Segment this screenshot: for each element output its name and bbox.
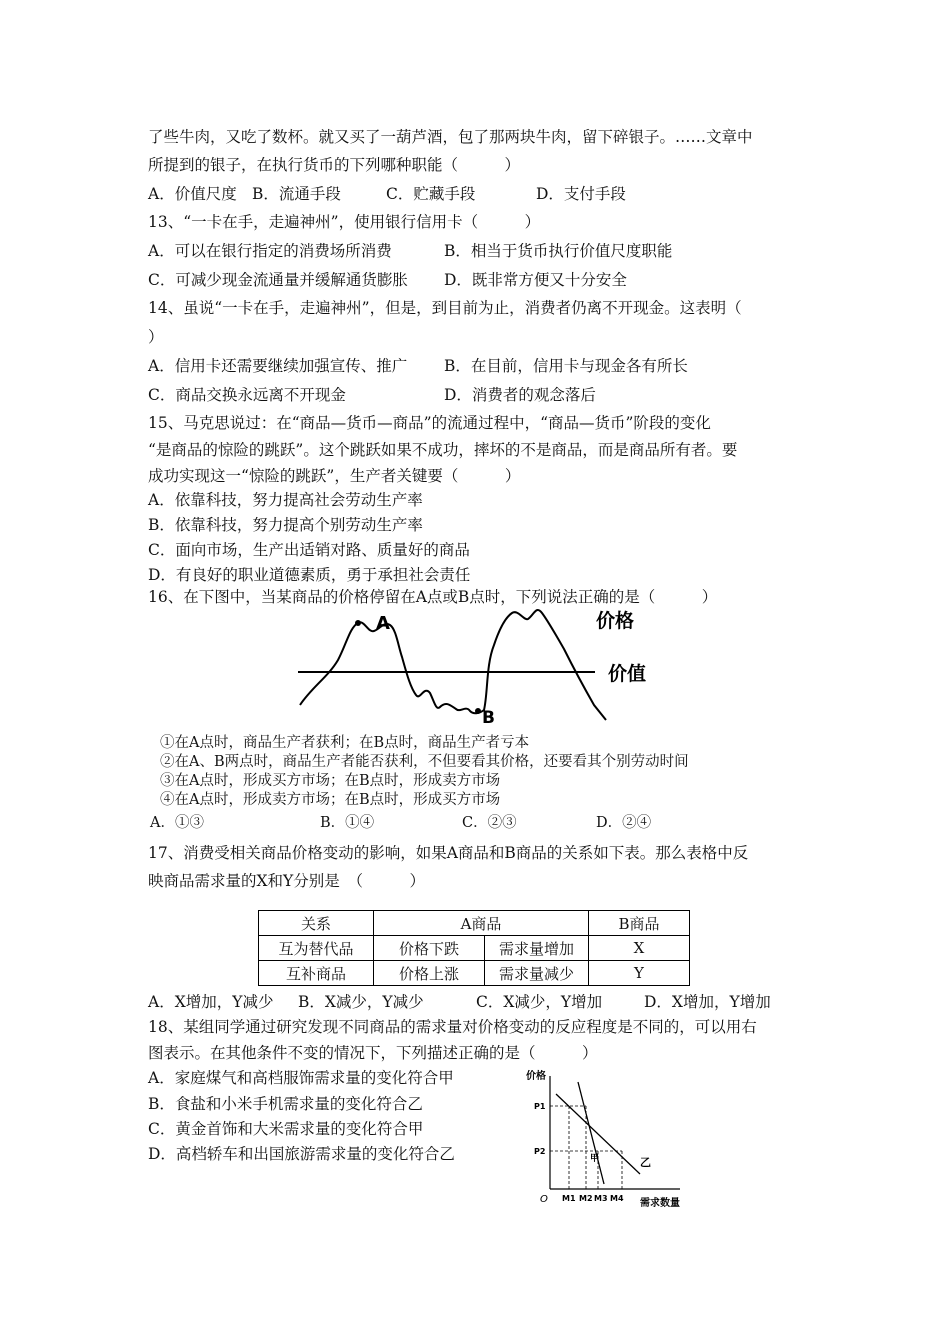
origin-label: O — [540, 1194, 548, 1205]
q17-option-c: C．X减少，Y增加 — [476, 993, 603, 1011]
price-curve — [300, 610, 606, 720]
q18-stem-2: 图表示。在其他条件不变的情况下，下列描述正确的是（ ） — [148, 1044, 598, 1062]
q17-stem-2: 映商品需求量的X和Y分别是 （ ） — [148, 872, 426, 890]
m4-label: M4 — [610, 1194, 624, 1203]
q14-options-cd — [148, 385, 788, 405]
q16-option-a: A．①③ — [150, 815, 204, 831]
q18-option-c: C．黄金首饰和大米需求量的变化符合甲 — [148, 1120, 424, 1138]
q18-option-b: B．食盐和小米手机需求量的变化符合乙 — [148, 1095, 423, 1113]
table-cell: 互补商品 — [259, 961, 374, 986]
q12-option-a: A．价值尺度 — [148, 185, 237, 203]
q14-stem-1: 14、虽说“一卡在手，走遍神州”，但是，到目前为止，消费者仍离不开现金。这表明（ — [148, 299, 742, 317]
table-cell: 价格下跌 — [374, 936, 485, 961]
m2-label: M2 — [579, 1194, 593, 1203]
p1-label: P1 — [534, 1102, 546, 1111]
q14-option-a: A．信用卡还需要继续加强宣传、推广 — [148, 357, 408, 375]
curve-jia — [578, 1082, 604, 1184]
table-row — [259, 961, 690, 986]
q18-option-a: A．家庭煤气和高档服饰需求量的变化符合甲 — [148, 1069, 454, 1087]
q12-option-d: D．支付手段 — [536, 185, 626, 203]
q13-options-ab — [148, 241, 788, 261]
table-cell: 互为替代品 — [259, 936, 374, 961]
table-cell: 需求量增加 — [485, 936, 589, 961]
table-cell: 需求量减少 — [485, 961, 589, 986]
q17-option-a: A．X增加，Y减少 — [148, 993, 274, 1011]
q13-stem: 13、“一卡在手，走遍神州”，使用银行信用卡（ ） — [148, 213, 541, 231]
table-cell: 价格上涨 — [374, 961, 485, 986]
relation-table — [258, 910, 690, 986]
q13-option-a: A．可以在银行指定的消费场所消费 — [148, 242, 392, 260]
price-label: 价格 — [596, 610, 635, 632]
q15-stem-1: 15、马克思说过：在“商品—货币—商品”的流通过程中，“商品—货币”阶段的变化 — [148, 414, 711, 432]
m1-label: M1 — [562, 1194, 576, 1203]
value-label: 价值 — [608, 663, 647, 685]
m3-label: M3 — [594, 1194, 608, 1203]
jia-label: 甲 — [590, 1154, 600, 1164]
table-cell: X — [589, 936, 690, 961]
table-header-row — [259, 911, 690, 936]
q17-option-d: D．X增加，Y增加 — [644, 993, 771, 1011]
q16-statement-2: ②在A、B两点时，商品生产者能否获利，不但要看其价格，还要看其个别劳动时间 — [160, 754, 689, 770]
table-row — [259, 936, 690, 961]
table-cell: Y — [589, 961, 690, 986]
price-value-figure — [290, 605, 670, 730]
q15-stem-2: “是商品的惊险的跳跃”。这个跳跃如果不成功，摔坏的不是商品，而是商品所有者。要 — [148, 441, 738, 459]
q16-statement-4: ④在A点时，形成卖方市场；在B点时，形成买方市场 — [160, 792, 501, 808]
q16-statement-3: ③在A点时，形成买方市场；在B点时，形成卖方市场 — [160, 773, 501, 789]
q12-option-b: B．流通手段 — [252, 185, 341, 203]
yi-label: 乙 — [640, 1156, 651, 1169]
q12-line-2: 所提到的银子，在执行货币的下列哪种职能（ ） — [148, 156, 521, 174]
q14-option-c: C．商品交换永远离不开现金 — [148, 386, 346, 404]
q13-option-c: C．可减少现金流通量并缓解通货膨胀 — [148, 271, 408, 289]
q15-option-a: A．依靠科技，努力提高社会劳动生产率 — [148, 491, 423, 509]
q14-option-d: D．消费者的观念落后 — [444, 386, 596, 404]
q14-options-ab — [148, 356, 788, 376]
q14-option-b: B．在目前，信用卡与现金各有所长 — [444, 357, 688, 375]
p2-label: P2 — [534, 1147, 546, 1156]
table-cell: 关系 — [259, 911, 374, 936]
q13-option-b: B．相当于货币执行价值尺度职能 — [444, 242, 673, 260]
demand-curve-figure — [522, 1064, 692, 1214]
q17-option-b: B．X减少，Y减少 — [298, 993, 424, 1011]
x-axis-label: 需求数量 — [640, 1198, 680, 1209]
point-a-label: A — [376, 613, 390, 634]
q15-option-d: D．有良好的职业道德素质，勇于承担社会责任 — [148, 566, 471, 584]
y-axis-label: 价格 — [526, 1071, 546, 1082]
q13-option-d: D．既非常方便又十分安全 — [444, 271, 627, 289]
q12-line-1: 了些牛肉，又吃了数杯。就又买了一葫芦酒，包了那两块牛肉，留下碎银子。……文章中 — [148, 128, 753, 146]
q12-option-c: C．贮藏手段 — [386, 185, 476, 203]
q18-option-d: D．高档轿车和出国旅游需求量的变化符合乙 — [148, 1145, 455, 1163]
table-cell: A商品 — [374, 911, 589, 936]
point-b-dot — [475, 708, 481, 714]
q16-statement-1: ①在A点时，商品生产者获利；在B点时，商品生产者亏本 — [160, 735, 530, 751]
q13-options-cd — [148, 270, 788, 290]
q12-options — [148, 184, 788, 204]
q15-option-c: C．面向市场，生产出适销对路、质量好的商品 — [148, 541, 470, 559]
table-cell: B商品 — [589, 911, 690, 936]
q16-option-d: D．②④ — [596, 815, 652, 831]
point-b-label: B — [482, 708, 495, 728]
q15-option-b: B．依靠科技，努力提高个别劳动生产率 — [148, 516, 423, 534]
q17-options — [148, 992, 808, 1012]
q18-stem-1: 18、某组同学通过研究发现不同商品的需求量对价格变动的反应程度是不同的，可以用右 — [148, 1018, 757, 1036]
q16-option-b: B．①④ — [320, 815, 375, 831]
q16-options — [150, 813, 790, 833]
q16-stem: 16、在下图中，当某商品的价格停留在A点或B点时，下列说法正确的是（ ） — [148, 588, 718, 606]
q15-stem-3: 成功实现这一“惊险的跳跃”，生产者关键要（ ） — [148, 467, 521, 485]
point-a-dot — [355, 620, 361, 626]
q17-stem-1: 17、消费受相关商品价格变动的影响，如果A商品和B商品的关系如下表。那么表格中反 — [148, 844, 749, 862]
q16-option-c: C．②③ — [462, 815, 517, 831]
q14-stem-2: ） — [148, 328, 164, 346]
